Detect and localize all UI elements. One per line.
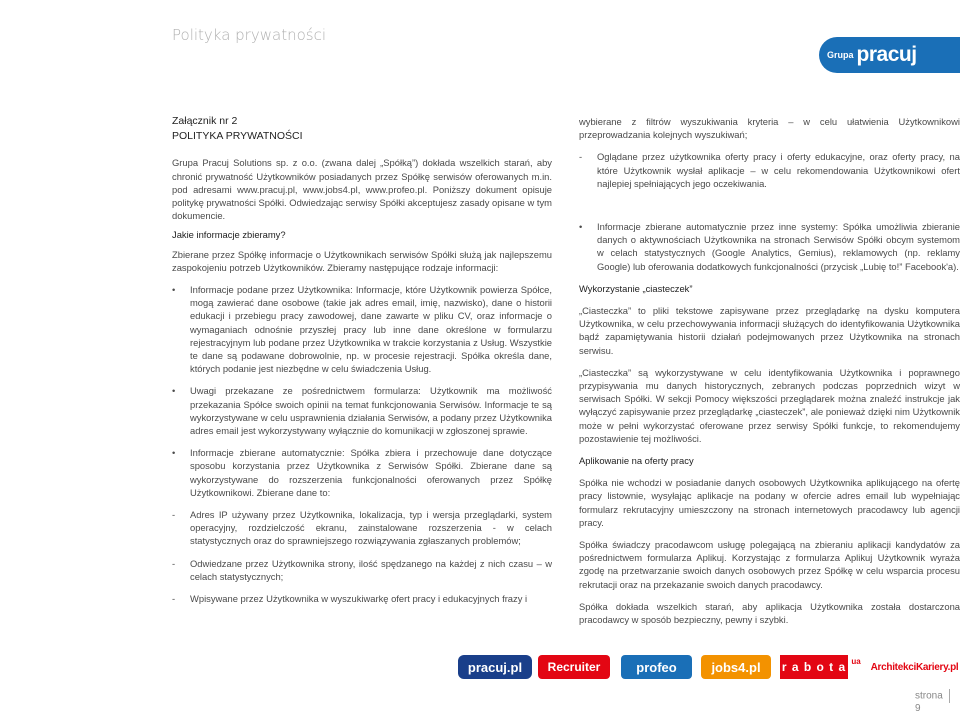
rabota-logo: r a b o t a: [780, 655, 848, 679]
page-label: strona: [915, 690, 943, 702]
intro-policy-text: Poniższy dokument opisuje politykę prywatności Spółki. Odwiedzając serwisy Spółki akceptujesz zasady opisane w tym dokumencie.: [172, 183, 552, 222]
grupa-pracuj-logo: [819, 37, 960, 73]
dash-ip-address: [172, 508, 552, 548]
recruiter-logo: Recruiter: [538, 655, 610, 679]
bullet-dot: •: [172, 385, 176, 397]
page-number: 9: [915, 703, 921, 714]
dash-search-phrases: [172, 592, 552, 605]
bullet-feedback-text: Uwagi przekazane ze pośrednictwem formularza: Użytkownik ma możliwość przekazania Spółce swoich opinii na temat funkcjonowania Serwisów. Informacje te są wykorzystywane w celu usprawnienia działania Serwisów, a podany przez Użytkownika adres email jest wykorzystywany wyłącznie do komunikacji w zgłoszonej sprawie.: [190, 385, 552, 437]
dash-ip-address-text: Adres IP używany przez Użytkownika, lokalizacja, typ i wersja przeglądarki, system operacyjny, rozdzielczość ekranu, zainstalowane rozszerzenia - w celach statystycznych oraz do sprawniejszego rozwiązywania zgłaszanych problemów;: [190, 509, 552, 547]
section-heading-what-we-collect: Jakie informacje zbieramy?: [172, 229, 286, 241]
bullet-user-provided-text: Informacje podane przez Użytkownika: Informacje, które Użytkownik powierza Spółce, mogą zawierać dane osobowe (takie jak adres email, imię, nazwisko), dane o historii edukacji i przebiegu pracy zawodowej, dane zawarte w pliku CV, oraz informacje o wymaganiach odnośnie przyszłej pracy lub inne dane określone w formularzu rejestracyjnym lub podane przez Użytkownika w trakcie korzystania z Usług. Wszystkie te dane są podawane dobrowolnie, np. w procesie rejestracji.: [190, 284, 552, 362]
dash-search-phrases-text: Wpisywane przez Użytkownika w wyszukiwarkę ofert pracy i edukacyjnych frazy i: [190, 593, 528, 605]
logo-grupa-text: Grupa: [827, 50, 854, 60]
continuation-paragraph: wybierane z filtrów wyszukiwania kryteria – w celu ułatwienia Użytkownikowi przeprowadzania kolejnych wyszukiwań;: [579, 116, 960, 141]
bullet-user-provided-note: Spółka określa dane, których podanie jest niezbędne w celu świadczenia Usług.: [190, 350, 552, 375]
annex-label: Załącznik nr 2: [172, 115, 238, 127]
bullet-dot: •: [172, 447, 176, 459]
document-header-title: Polityka prywatności: [172, 26, 326, 44]
bullet-user-provided: [172, 283, 552, 375]
bullet-automatic-text: Informacje zbierane automatycznie: Spółka zbiera i przechowuje dane dotyczące sposobu korzystania przez Użytkownika z Serwisów Spółki. Zbierane dane są wykorzystywane do rozszerzenia funkcjonalności oferowanych przez Spółkę Użytkownikowi. Zbierane dane to:: [190, 447, 552, 498]
profeo-logo: profeo: [621, 655, 692, 679]
bullet-feedback: [172, 384, 552, 437]
bullet-external-systems: [579, 220, 960, 273]
dash-mark: -: [579, 151, 583, 163]
bullet-dot: •: [579, 221, 583, 233]
policy-title: POLITYKA PRYWATNOŚCI: [172, 130, 303, 143]
footer-brand-logos: [456, 655, 960, 679]
architekci-kariery-logo: ArchitekciKariery.pl: [870, 661, 959, 673]
bullet-dot: •: [172, 284, 176, 296]
dash-mark: -: [172, 509, 176, 521]
apply-paragraph-3: Spółka dokłada wszelkich starań, aby aplikacja Użytkownika została dostarczona pracodawcy w sposób bezpieczny, pewny i szybki.: [579, 600, 960, 626]
dash-visited-pages: [172, 557, 552, 583]
jobs4-logo: jobs4.pl: [701, 655, 771, 679]
right-column: [579, 115, 960, 626]
dash-mark: -: [172, 557, 176, 569]
dash-viewed-offers: [579, 150, 960, 190]
page-separator: [949, 689, 950, 703]
dash-mark: -: [172, 593, 176, 605]
cookies-paragraph-2: „Ciasteczka” są wykorzystywane w celu identyfikowania Użytkownika i poprawnego przypisywania mu danych historycznych, zebranych podczas poprzednich wizyt w serwisach Spółki. W sekcji Pomocy większości przeglądarek można znaleźć instrukcje jak wyłączyć zapisywanie przez przeglądarkę „ciasteczek”, ale ponieważ dzięki nim Użytkownik może w pełni wykorzystać oferowane przez serwisy Spółki funkcje, to rekomendujemy pozostawienie tej możliwości.: [579, 366, 960, 444]
apply-paragraph-2: Spółka świadczy pracodawcom usługę polegającą na zbieraniu aplikacji kandydatów za pośrednictwem formularza Aplikuj. Korzystając z formularza Aplikuj Użytkownik wyraża zgodę na przetwarzanie swoich danych osobowych przez Spółkę w celu wsparcia procesu rekrutacji oraz na przekazanie swoich danych pracodawcy.: [579, 539, 960, 590]
dash-visited-pages-text: Odwiedzane przez Użytkownika strony, ilość spędzanego na każdej z nich czasu – w celach statystycznych;: [190, 557, 552, 582]
rabota-ua-suffix: ua: [851, 656, 861, 666]
bullet-external-systems-text: Informacje zbierane automatycznie przez inne systemy: Spółka umożliwia zbieranie danych o aktywnościach Użytkownika na stronach Serwisów Spółki obcym systemom w celach statystycznych (Google Analytics, Gemius), reklamowych (np. reklamy Google) lub oferowania dodatkowych funkcjonalności (przycisk „Lubię to!” Facebook'a).: [597, 221, 960, 272]
pracuj-pl-logo: pracuj.pl: [458, 655, 532, 679]
section-heading-cookies: Wykorzystanie „ciasteczek”: [579, 282, 693, 294]
left-column: [172, 115, 552, 605]
intro-text: (zwana dalej „Spółką”) dokłada wszelkich starań, aby chronić prywatność Użytkowników posiadanych przez Spółkę serwisów oferowanych m.in. pod adresami www.pracuj.pl, www.jobs4.pl, www.profeo.pl.: [172, 157, 552, 195]
section-heading-applying: Aplikowanie na oferty pracy: [579, 455, 694, 467]
bullet-automatic: [172, 446, 552, 499]
intro-company: Grupa Pracuj Solutions sp. z o.o.: [172, 157, 318, 169]
purpose-paragraph: Zbierane przez Spółkę informacje o Użytkownikach serwisów Spółki służą jak najlepszemu zaspokojeniu potrzeb Użytkowników. Zbieramy następujące rodzaje informacji:: [172, 248, 552, 273]
page-number-footer: [915, 689, 960, 714]
cookies-paragraph-1: „Ciasteczka” to pliki tekstowe zapisywane przez przeglądarkę na dysku komputera Użytkownika, w celu przechowywania informacji służących do identyfikowania Użytkownika bądź zapamiętywania historii działań podejmowanych przez Użytkownika na stronach serwisu.: [579, 305, 960, 356]
dash-viewed-offers-text: Oglądane przez użytkownika oferty pracy i oferty edukacyjne, oraz oferty pracy, na które Użytkownik wysłał aplikacje – w celu rekomendowania Użytkownikowi ofert najlepiej spełniających jego oczekiwania.: [597, 151, 960, 189]
apply-paragraph-1: Spółka nie wchodzi w posiadanie danych osobowych Użytkownika aplikującego na ofertę pracy listownie, wysyłając aplikacje na podany w ofercie adres email lub wypełniając formularz rekrutacyjny umieszczony na stronach internetowych pracodawcy lub agencji pracy.: [579, 477, 960, 528]
logo-pracuj-text: pracuj: [856, 43, 917, 66]
intro-paragraph: [172, 156, 552, 222]
